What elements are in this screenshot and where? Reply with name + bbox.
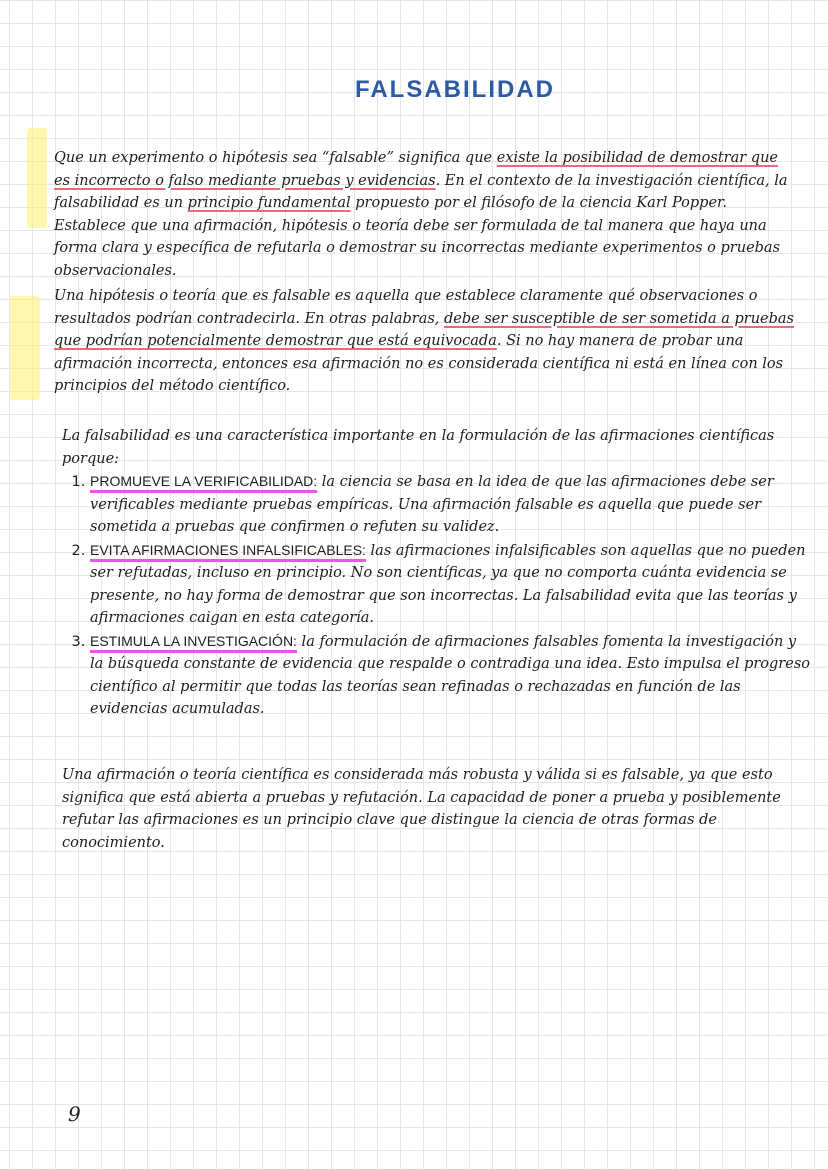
paragraph-closing: Una afirmación o teoría científica es considerada más robusta y válida si es falsable, ya que esto significa que está abierta a pruebas y refutación. La capacidad de poner a prueba y posiblemente refutar las afirmaciones es un principio clave que distingue la ciencia de otras formas de conocimiento. [62,767,781,851]
page-title: FALSABILIDAD [355,76,555,103]
underlined-text: principio fundamental [187,195,351,211]
paragraph-falsable-hypothesis [54,285,794,398]
text: Una hipótesis o teoría que es falsable es aquella que establece claramente qué observaciones o resultados podrían contradecirla. En otras palabras, [54,288,758,327]
highlighter-mark [10,296,40,400]
reasons-list [62,470,810,721]
list-item-text: la formulación de afirmaciones falsables fomenta la investigación y la búsqueda constante de evidencia que respalde o contradiga una idea. Esto impulsa el progreso científico al permitir que todas las teorías sean refinadas o rechazadas en función de las evidencias acumuladas. [90,633,810,717]
list-item [90,539,810,630]
text: . En el contexto de la investigación científica, la falsabilidad es un [54,172,788,211]
underlined-text: existe la posibilidad de demostrar que es incorrecto o falso mediante pruebas y evidencias [54,150,778,189]
text: propuesto por el filósofo de la ciencia Karl Popper. Establece que una afirmación, hipótesis o teoría debe ser formulada de tal manera que haya una forma clara y específica de refutarla o demostrar su incorrectas mediante experimentos o pruebas observacionales. [54,195,781,279]
page-number: 9 [68,1102,81,1126]
list-item [90,630,810,721]
text: . Si no hay manera de probar una afirmación incorrecta, entonces esa afirmación no es considerada científica ni está en línea con los principios del método científico. [54,333,784,394]
list-item-term: EVITA AFIRMACIONES INFALSIFICABLES: [90,541,366,558]
paragraph-intro: La falsabilidad es una característica importante en la formulación de las afirmaciones científicas porque: [62,428,775,467]
list-item [90,470,810,539]
list-item-text: las afirmaciones infalsificables son aquellas que no pueden ser refutadas, incluso en principio. No son científicas, ya que no comporta cuánta evidencia se presente, no hay forma de demostrar que son incorrectas. La falsabilidad evita que las teorías y afirmaciones caigan en esta categoría. [90,542,806,626]
underlined-text: debe ser susceptible de ser sometida a pruebas que podrían potencialmente demostrar que está equivocada [54,310,794,349]
list-item-text: la ciencia se basa en la idea de que las afirmaciones debe ser verificables mediante pruebas empíricas. Una afirmación falsable es aquella que puede ser sometida a pruebas que confirmen o refuten su validez. [90,474,774,535]
paragraph-definition [54,147,794,282]
list-item-term: ESTIMULA LA INVESTIGACIÓN: [90,632,297,649]
text: Que un experimento o hipótesis sea “falsable” significa que [54,150,497,166]
highlighter-mark [27,128,47,228]
list-item-term: PROMUEVE LA VERIFICABILIDAD: [90,473,318,489]
